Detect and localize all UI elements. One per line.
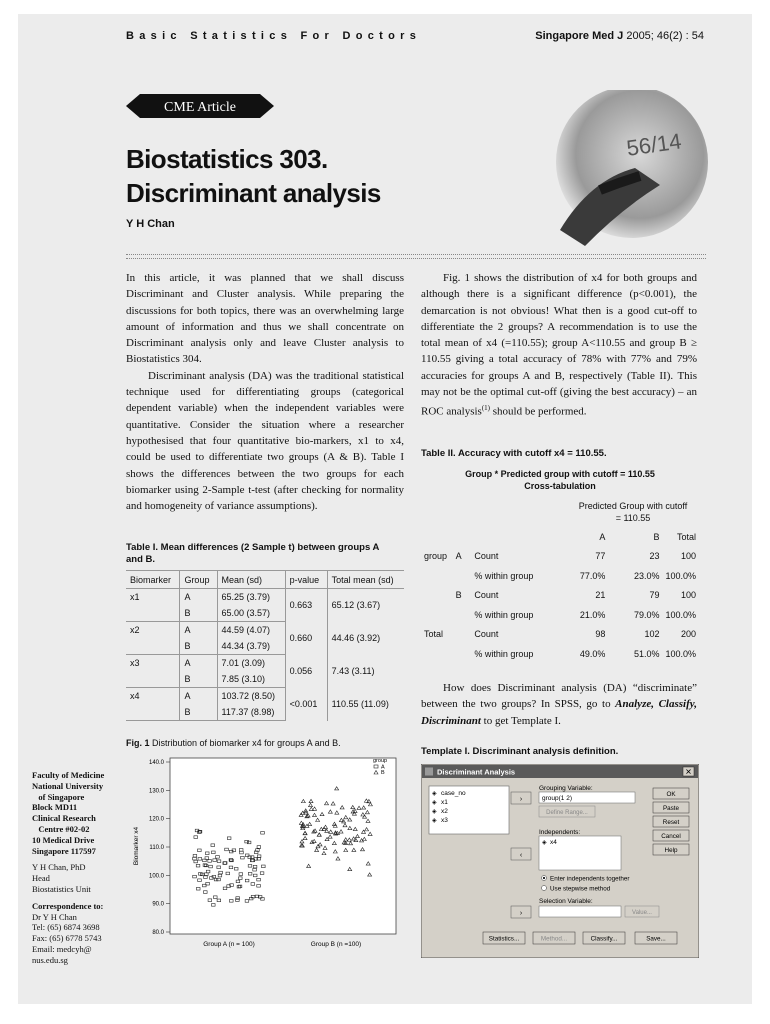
body-column-1 xyxy=(126,270,404,514)
reset-button-label: Reset xyxy=(662,819,680,826)
affiliation-text: Faculty of Medicine National University of Singapore Block MD11 Clinical Research Centre #02-02 10 Medical Drive Singapore 117597 xyxy=(32,770,105,856)
author-sidebar xyxy=(32,770,118,972)
plot-area xyxy=(170,758,396,934)
variable-icon: ◈ xyxy=(432,809,437,815)
classify-button-label: Classify... xyxy=(590,935,618,943)
table-row: x2 A 44.59 (4.07) 0.660 44.46 (3.92) xyxy=(126,622,404,639)
cancel-button-label: Cancel xyxy=(661,833,681,840)
selection-field xyxy=(539,906,621,917)
affiliation xyxy=(32,770,118,856)
series-title: Basic Statistics For Doctors xyxy=(126,30,422,42)
title-line-1: Biostatistics 303. xyxy=(126,144,328,174)
y-tick-label: 120.0 xyxy=(148,816,164,823)
radio-enter-label: Enter independents together xyxy=(550,875,630,883)
variable-item: x1 xyxy=(441,799,448,806)
paste-button-label: Paste xyxy=(662,805,680,812)
journal-citation xyxy=(535,30,704,42)
x-tick-label: Group A (n = 100) xyxy=(203,941,255,948)
cme-label: CME Article xyxy=(164,100,236,115)
table1-caption: Table I. Mean differences (2 Sample t) between groups A and B. xyxy=(126,542,380,565)
table-row: % within group 77.0% 23.0% 100.0% xyxy=(474,570,696,581)
variable-item: case_no xyxy=(441,790,466,797)
table-row: x4 A 103.72 (8.50) <0.001 110.55 (11.09) xyxy=(126,688,404,705)
spss-dialog-screenshot xyxy=(421,764,699,958)
chalk-text: 56/14 xyxy=(624,128,683,161)
correspondence: Correspondence to: Dr Y H Chan Tel: (65) 6874 3698 Fax: (65) 6778 5743 Email: medcyh@ nus.edu.sg xyxy=(32,900,104,965)
independent-item: x4 xyxy=(550,839,557,846)
arrow-right-icon: › xyxy=(519,910,523,917)
table-row: % within group 21.0% 79.0% 100.0% xyxy=(474,609,696,620)
y-tick-label: 90.0 xyxy=(152,901,164,908)
dialog-title: Discriminant Analysis xyxy=(437,767,516,777)
radio-enter-dot xyxy=(543,877,545,879)
grouping-label: Grouping Variable: xyxy=(539,785,593,792)
save-button-label: Save... xyxy=(646,935,666,943)
ok-button-label: OK xyxy=(666,791,676,798)
template1-caption: Template I. Discriminant analysis definition. xyxy=(421,746,619,757)
title-line-2: Discriminant analysis xyxy=(126,178,381,208)
body-column-2-lower xyxy=(421,680,697,729)
chalkboard-photo xyxy=(540,90,708,246)
grouping-value: group(1 2) xyxy=(542,795,572,802)
table-row: Total Count 98 102 200 xyxy=(424,629,696,640)
radio-stepwise xyxy=(542,886,547,891)
close-icon: ✕ xyxy=(685,767,692,777)
paragraph: In this article, it was planned that we shall discuss Discriminant and Cluster analysis. While preparing the discussions for both topics, there was an overwhelming large amount of information and thus we shall concentrate on Discriminant analysis only and leave Cluster analysis to Biostatistics 304. xyxy=(126,272,404,366)
legend-label-a: A xyxy=(381,764,385,771)
cme-badge xyxy=(126,92,274,120)
paragraph: Fig. 1 shows the distribution of x4 for both groups and although there is a significant difference (p<0.001), the demarcation is not obvious! What then is a good cut-off to differentiate the 2 groups? A recommendation is to use the total mean of x4 (=110.55); group A<110.55 and group B ≥ 110.55 giving a total accuracy of 78% with 77% and 79% accuracies for groups A and B, respectively (Table II). This may not be the optimal cut-off (giving the best accuracy) – an ROC analysis$^{(1)}$ should be performed. xyxy=(421,272,697,419)
variable-item: x2 xyxy=(441,808,448,815)
method-button-label: Method... xyxy=(540,935,568,943)
y-tick-label: 100.0 xyxy=(148,873,164,880)
x-tick-label: Group B (n =100) xyxy=(310,941,362,948)
predicted-header: Predicted Group with cutoff = 110.55 xyxy=(578,501,688,523)
table1 xyxy=(126,570,404,721)
table-row: B 7.85 (3.10) xyxy=(126,671,404,688)
independents-label: Independents: xyxy=(539,829,581,836)
table2-title: Group * Predicted group with cutoff = 110.55 Cross-tabulation xyxy=(465,469,655,491)
table-row: A B Total xyxy=(599,531,696,542)
table-row: x3 A 7.01 (3.09) 0.056 7.43 (3.11) xyxy=(126,655,404,672)
author-name: Y H Chan xyxy=(126,218,175,230)
value-label: Value... xyxy=(632,910,652,916)
table-row: B 44.34 (3.79) xyxy=(126,638,404,655)
table-row: % within group 49.0% 51.0% 100.0% xyxy=(474,648,696,659)
table-row: group A Count 77 23 100 xyxy=(424,551,696,562)
author-position: Y H Chan, PhD Head Biostatistics Unit xyxy=(32,862,91,894)
legend-label-b: B xyxy=(381,770,385,776)
table2-caption: Table II. Accuracy with cutoff x4 = 110.55. xyxy=(421,448,607,459)
define-range-label: Define Range... xyxy=(546,810,588,816)
y-tick-label: 140.0 xyxy=(148,760,164,766)
statistics-button-label: Statistics... xyxy=(488,935,520,943)
window-icon xyxy=(425,768,433,776)
selection-label: Selection Variable: xyxy=(539,898,593,905)
table2 xyxy=(421,468,699,659)
variable-icon: ◈ xyxy=(542,840,547,846)
table2-body xyxy=(421,527,699,664)
y-tick-label: 110.0 xyxy=(149,845,164,851)
body-column-2 xyxy=(421,270,697,420)
variable-icon: ◈ xyxy=(432,800,437,806)
variable-icon: ◈ xyxy=(432,791,437,797)
table-header: p-value xyxy=(285,571,327,589)
table-header: Mean (sd) xyxy=(217,571,285,589)
section-divider xyxy=(126,254,706,259)
table-row: B 117.37 (8.98) xyxy=(126,704,404,721)
variable-item: x3 xyxy=(441,817,448,824)
paragraph: How does Discriminant analysis (DA) “discriminate” between the two groups? In SPSS, go to Analyze, Classify, Discriminant to get Template I. xyxy=(421,682,697,727)
y-tick-label: 80.0 xyxy=(152,930,164,936)
radio-stepwise-label: Use stepwise method xyxy=(550,885,611,893)
table-row: B Count 21 79 100 xyxy=(455,590,696,601)
table-header: Total mean (sd) xyxy=(327,571,404,589)
figure1-scatter-plot xyxy=(126,750,406,958)
arrow-left-icon: ‹ xyxy=(519,852,523,859)
article-title xyxy=(126,142,381,210)
citation: 2005; 46(2) : 54 xyxy=(626,30,704,42)
figure1-caption: Fig. 1 Distribution of biomarker x4 for groups A and B. xyxy=(126,738,341,748)
y-tick-label: 130.0 xyxy=(148,788,164,795)
variable-icon: ◈ xyxy=(432,818,437,824)
y-axis-label: Biomarker x4 xyxy=(133,826,140,866)
table-row: B 65.00 (3.57) xyxy=(126,605,404,622)
table-header: Biomarker xyxy=(126,571,180,589)
table-row: x1 A 65.25 (3.79) 0.663 65.12 (3.67) xyxy=(126,589,404,606)
legend-title: group xyxy=(373,758,388,764)
paragraph: Discriminant analysis (DA) was the traditional statistical technique used for differentiating groups (categorical dependent variable) when the independent variables were quantitative. Consider the situation where a researcher hypothesised that four quantitative bio-markers, x1 to x4, could be used to differentiate two groups (A & B). Table I shows the differences between the two groups for each biomarker using 2-Sample t-test (after checking for normality and homogeneity of variance assumptions). xyxy=(126,369,404,513)
table-header: Group xyxy=(180,571,217,589)
help-button-label: Help xyxy=(664,847,678,854)
arrow-right-icon: › xyxy=(519,796,523,803)
journal-name: Singapore Med J xyxy=(535,30,624,42)
